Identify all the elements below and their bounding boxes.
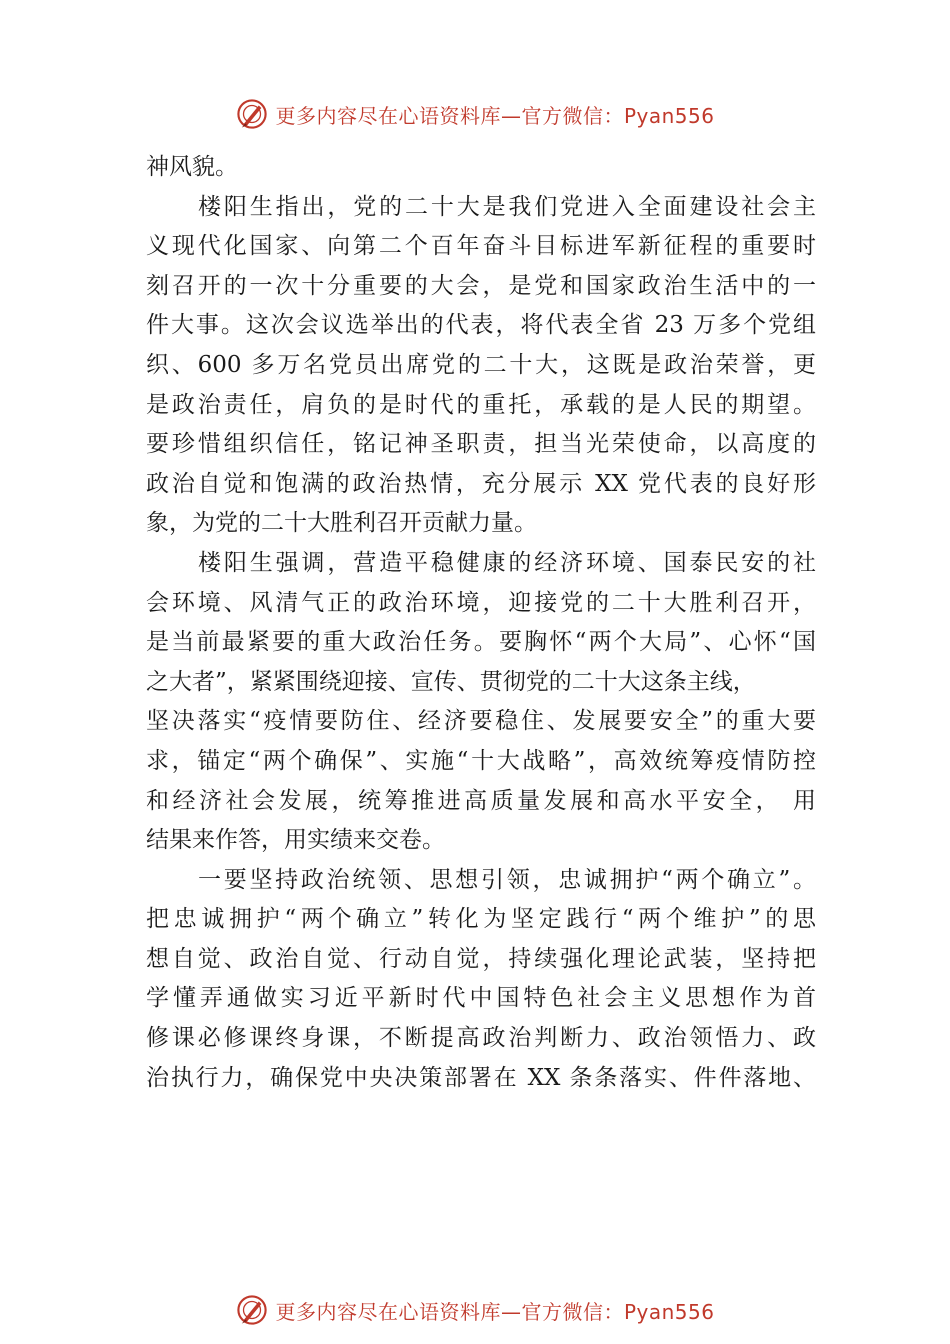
- text-line: 要珍惜组织信任，铭记神圣职责，担当光荣使命，以高度的: [146, 431, 816, 458]
- text-line: 学懂弄通做实习近平新时代中国特色社会主义思想作为首: [146, 985, 816, 1012]
- watermark-text: 更多内容尽在心语资料库—官方微信：Pyan556: [275, 103, 715, 128]
- text-line: 政治自觉和饱满的政治热情，充分展示 XX 党代表的良好形: [146, 470, 816, 497]
- text-line: 刻召开的一次十分重要的大会，是党和国家政治生活中的一: [146, 272, 816, 299]
- pen-logo-icon: [235, 97, 269, 131]
- text-line: 把忠诚拥护“两个确立”转化为坚定践行“两个维护”的思: [146, 906, 816, 933]
- document-body: [146, 148, 816, 1098]
- text-line: 和经济社会发展，统筹推进高质量发展和高水平安全， 用: [146, 787, 816, 814]
- text-line: 象，为党的二十大胜利召开贡献力量。: [146, 510, 537, 537]
- text-line: 是当前最紧要的重大政治任务。要胸怀“两个大局”、心怀“国: [146, 629, 816, 656]
- text-line: 想自觉、政治自觉、行动自觉，持续强化理论武装，坚持把: [146, 945, 816, 972]
- text-line: 之大者”，紧紧围绕迎接、宣传、贯彻党的二十大这条主线，: [146, 668, 756, 695]
- watermark-text: 更多内容尽在心语资料库—官方微信：Pyan556: [275, 1299, 715, 1324]
- text-line: 会环境、风清气正的政治环境，迎接党的二十大胜利召开，: [146, 589, 816, 616]
- text-line: 义现代化国家、向第二个百年奋斗目标进军新征程的重要时: [146, 233, 816, 260]
- text-line: 修课必修课终身课，不断提高政治判断力、政治领悟力、政: [146, 1025, 816, 1052]
- paragraph: [146, 544, 816, 861]
- text-line: 坚决落实“疫情要防住、经济要稳住、发展要安全”的重大要: [146, 708, 816, 735]
- text-line: 结果来作答，用实绩来交卷。: [146, 827, 445, 854]
- header-watermark: [0, 94, 950, 134]
- text-line: 治执行力，确保党中央决策部署在 XX 条条落实、件件落地、: [146, 1064, 816, 1091]
- text-line: 织、600 多万名党员出席党的二十大，这既是政治荣誉，更: [146, 351, 816, 378]
- text-line: 楼阳生指出，党的二十大是我们党进入全面建设社会主: [198, 193, 816, 220]
- paragraph: [146, 861, 816, 1099]
- footer-watermark: [0, 1290, 950, 1330]
- text-line: 是政治责任，肩负的是时代的重托，承载的是人民的期望。: [146, 391, 816, 418]
- text-line: 一要坚持政治统领、思想引领，忠诚拥护“两个确立”。: [198, 866, 816, 893]
- text-line: 楼阳生强调，营造平稳健康的经济环境、国泰民安的社: [198, 549, 816, 576]
- text-line: 件大事。这次会议选举出的代表，将代表全省 23 万多个党组: [146, 312, 816, 339]
- paragraph: [146, 188, 816, 544]
- text-line: 求，锚定“两个确保”、实施“十大战略”，高效统筹疫情防控: [146, 747, 816, 774]
- text-line: 神风貌。: [146, 154, 238, 180]
- paragraph: [146, 148, 816, 188]
- pen-logo-icon: [235, 1293, 269, 1327]
